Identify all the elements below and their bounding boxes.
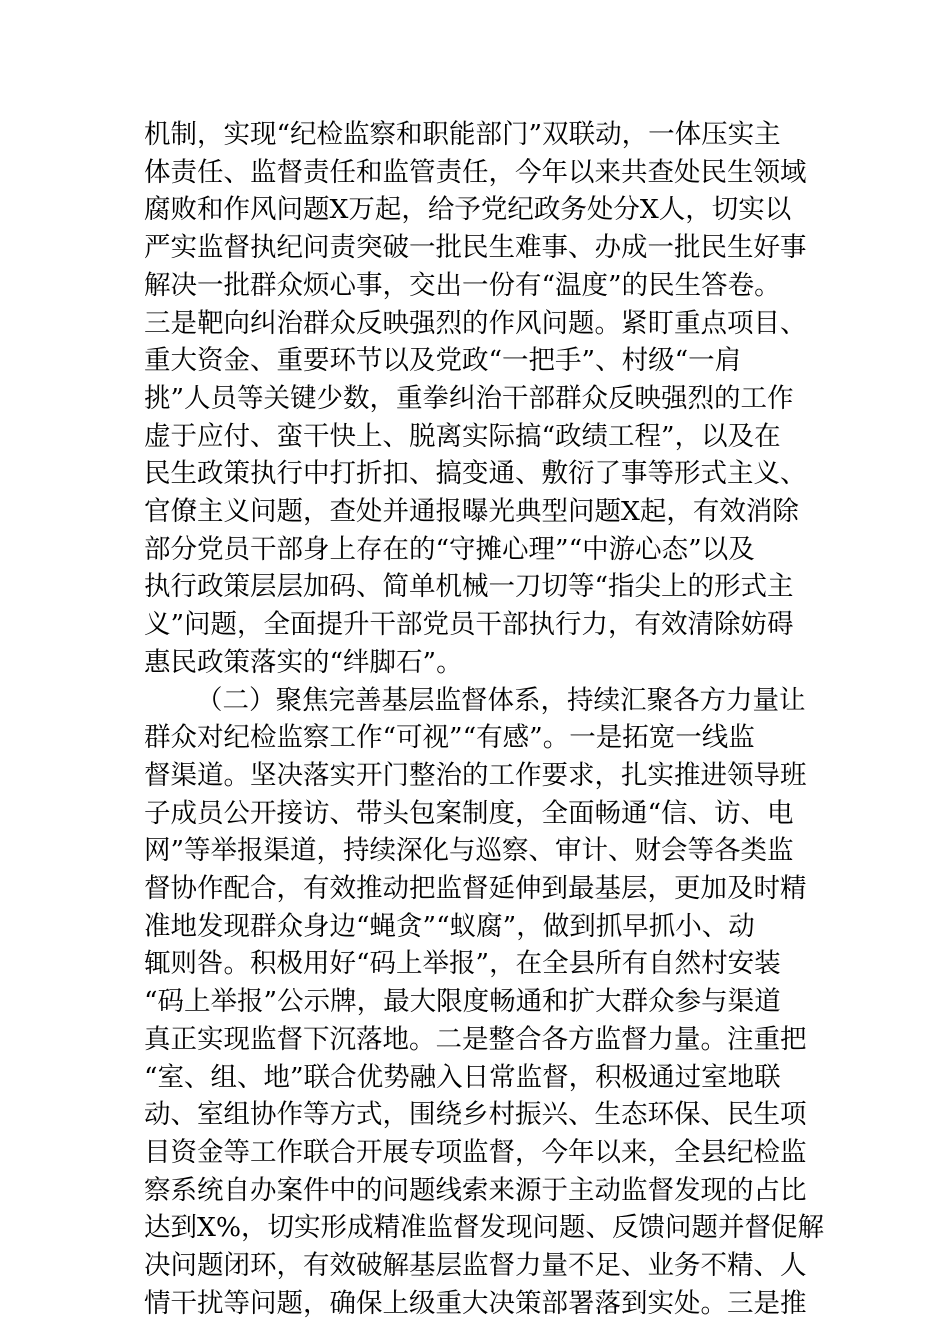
text-line: 动、室组协作等方式，围绕乡村振兴、生态环保、民生项: [144, 1099, 807, 1131]
text-line: 义”问题，全面提升干部党员干部执行力，有效清除妨碍: [144, 609, 794, 641]
text-line: 部分党员干部身上存在的“守摊心理”“中游心态”以及: [144, 533, 755, 565]
text-line: 督协作配合，有效推动把监督延伸到最基层，更加及时精: [144, 873, 807, 905]
text-line: 体责任、监督责任和监管责任，今年以来共查处民生领域: [144, 156, 807, 188]
text-line: 决问题闭环，有效破解基层监督力量不足、业务不精、人: [144, 1250, 807, 1282]
text-line: 虚于应付、蛮干快上、脱离实际搞“政绩工程”，以及在: [144, 420, 781, 452]
text-line: 腐败和作风问题X万起，给予党纪政务处分X人，切实以: [144, 194, 792, 226]
text-line: “码上举报”公示牌，最大限度畅通和扩大群众参与渠道: [144, 986, 781, 1018]
text-line: 三是靶向纠治群众反映强烈的作风问题。紧盯重点项目、: [144, 307, 807, 339]
text-line: 执行政策层层加码、简单机械一刀切等“指尖上的形式主: [144, 571, 794, 603]
document-body: [144, 116, 834, 1323]
text-line: 解决一批群众烦心事，交出一份有“温度”的民生答卷。: [144, 269, 781, 301]
text-line: 情干扰等问题，确保上级重大决策部署落到实处。三是推: [144, 1287, 807, 1319]
paragraph-2: [144, 682, 834, 1323]
text-line: 民生政策执行中打折扣、搞变通、敷衍了事等形式主义、: [144, 458, 807, 490]
text-line: 目资金等工作联合开展专项监督，今年以来，全县纪检监: [144, 1136, 807, 1168]
text-line: 察系统自办案件中的问题线索来源于主动监督发现的占比: [144, 1174, 807, 1206]
text-line: 辄则咎。积极用好“码上举报”，在全县所有自然村安装: [144, 948, 781, 980]
text-line: 挑”人员等关键少数，重拳纠治干部群众反映强烈的工作: [144, 382, 794, 414]
text-line: 督渠道。坚决落实开门整治的工作要求，扎实推进领导班: [144, 759, 807, 791]
text-line: 网”等举报渠道，持续深化与巡察、审计、财会等各类监: [144, 835, 794, 867]
text-line: “室、组、地”联合优势融入日常监督，积极通过室地联: [144, 1061, 781, 1093]
text-line: 严实监督执纪问责突破一批民生难事、办成一批民生好事: [144, 232, 807, 264]
text-line: 官僚主义问题，查处并通报曝光典型问题X起，有效消除: [144, 496, 799, 528]
text-line: 子成员公开接访、带头包案制度，全面畅通“信、访、电: [144, 797, 794, 829]
text-line: 群众对纪检监察工作“可视”“有感”。一是拓宽一线监: [144, 722, 755, 754]
text-line: 达到X%，切实形成精准监督发现问题、反馈问题并督促解: [144, 1212, 825, 1244]
text-line: 真正实现监督下沉落地。二是整合各方监督力量。注重把: [144, 1023, 807, 1055]
text-line: 准地发现群众身边“蝇贪”“蚁腐”，做到抓早抓小、动: [144, 910, 755, 942]
text-line: （二）聚焦完善基层监督体系，持续汇聚各方力量让: [196, 684, 806, 716]
text-line: 机制，实现“纪检监察和职能部门”双联动，一体压实主: [144, 119, 781, 150]
text-line: 惠民政策落实的“绊脚石”。: [144, 646, 463, 678]
paragraph-1: [144, 116, 834, 682]
text-line: 重大资金、重要环节以及党政“一把手”、村级“一肩: [144, 345, 742, 377]
